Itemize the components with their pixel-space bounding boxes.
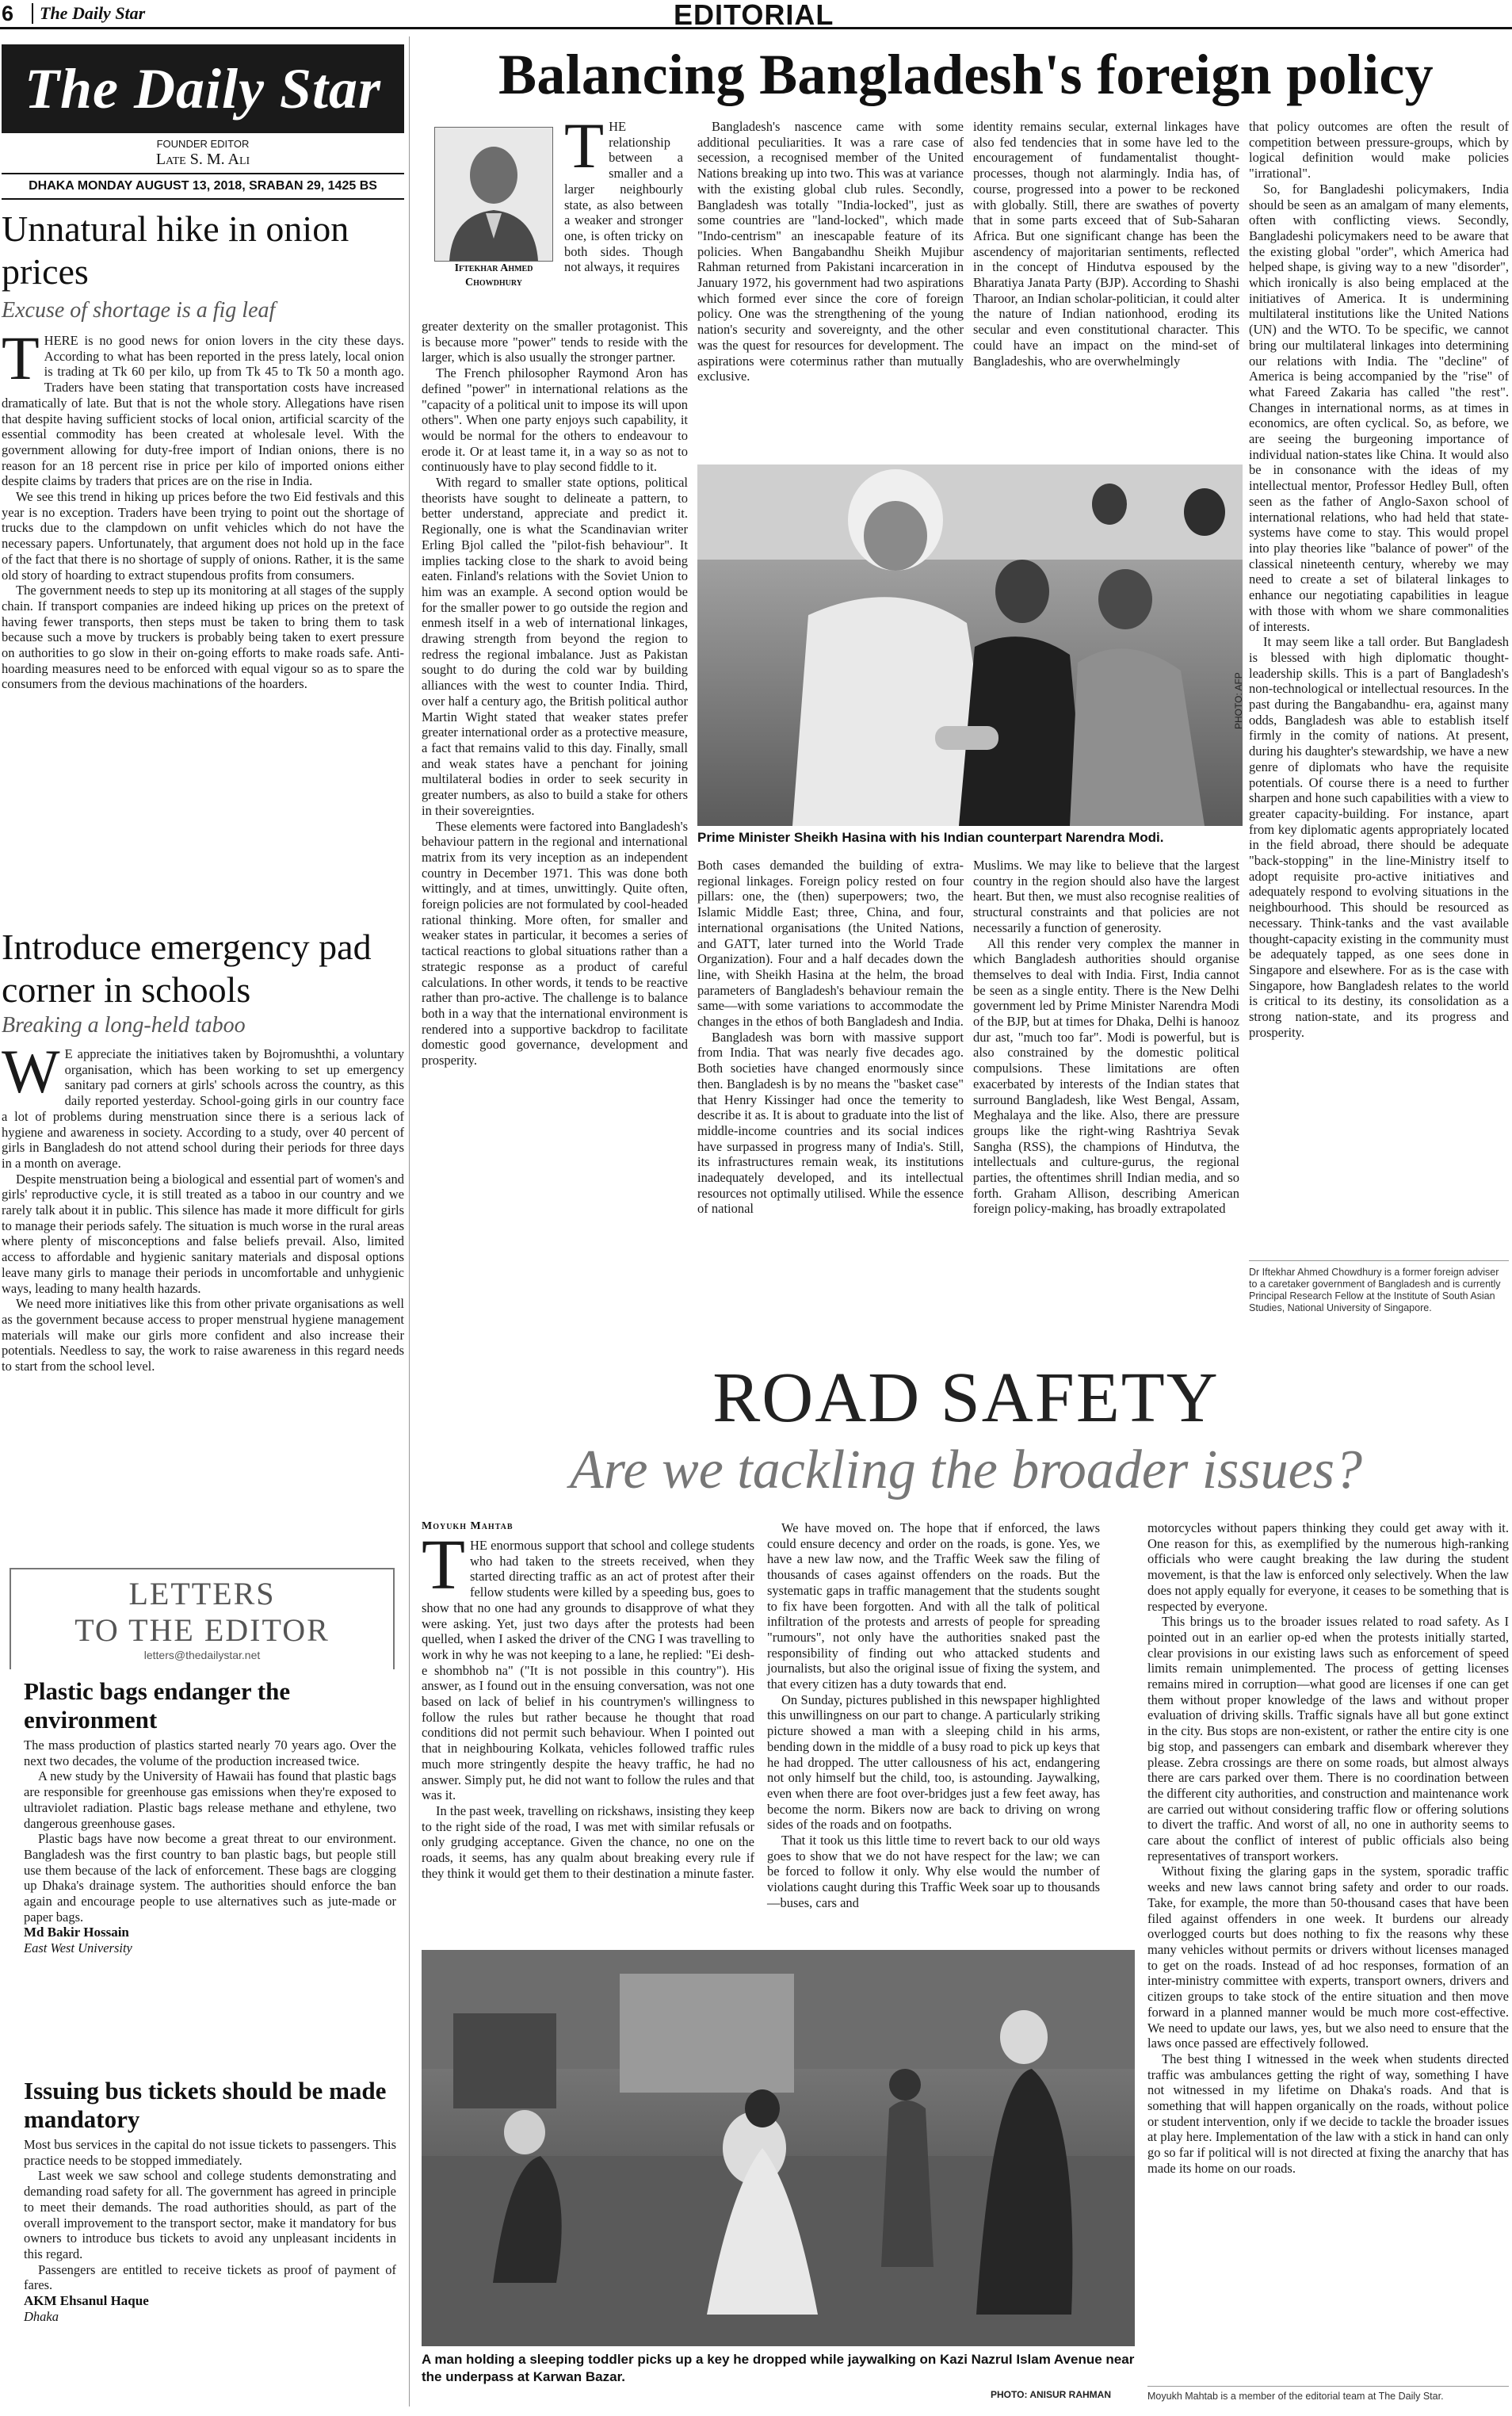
paragraph: Muslims. We may like to believe that the largest country in the region should also have the largest heart. But then, we must also recognise realities of structural constraints and that policies are not necessarily a function of generosity. — [973, 858, 1239, 935]
paragraph: motorcycles without papers thinking they could get away with it. One reason for this, as exemplified by the numerous high-ranking officials who were caught breaking the law during the student movement, is that the law is enforced only selectively. When the law does not apply equally for everyone, it ceases to be something that is respected by everyone. — [1147, 1520, 1509, 1614]
paragraph: that policy outcomes are often the result of competition between pressure-groups, which by logical definition would make policies "irrational". — [1249, 119, 1509, 182]
photo-jaywalking-image — [422, 1950, 1135, 2346]
paragraph: With regard to smaller state options, political theorists have sought to delineate a pattern, to better understand, appreciate and predict it. Regionally, one is what the Scandinavian writer Erling Bjol called the "pilot-fish behaviour". It implies tacking close to the shark to avoid being eaten. Finland's relations with the Soviet Union to him was an example. A second option would be for the smaller power to go outside the region and enmesh itself in a web of international linkages, drawing strength from beyond the region to redress the regional imbalance. Just as Pakistan sought to do during the cold war by building alliances with the west to counter India. Third, over half a century ago, the British political author Martin Wight stated that weaker states prefer greater international order as a protective measure, a fact that remains valid to this day. Finally, small and weak states have a penchant for joining multilateral bodies in order to seek security in greater numbers, as also to build a stake for others in their sovereignties. — [422, 475, 688, 818]
main-column-2-bottom — [697, 858, 964, 1217]
author-bio: Dr Iftekhar Ahmed Chowdhury is a former foreign adviser to a caretaker government of Bangladesh and is currently Principal Research Fellow at the Institute of South Asian Studies, National University of Singapore. — [1249, 1267, 1501, 1313]
main-column-1 — [422, 319, 688, 1068]
editorial-onion-body — [2, 323, 404, 692]
photo-jaywalking — [422, 1950, 1135, 2346]
editorial-onion-subhead: Excuse of shortage is a fig leaf — [2, 298, 276, 323]
paragraph: Plastic bags have now become a great threat to our environment. Bangladesh was the first country to ban plastic bags, but people still use them because of the lack of enforcement. These bags are clogging up Dhaka's drainage system. The authorities should enforce the ban again and encourage people to use alternatives such as jute-made or paper bags. — [24, 1831, 396, 1925]
paragraph: This brings us to the broader issues related to road safety. As I pointed out in an earlier op-ed when the protests initially started, clear provisions in our existing laws such as enforcement of speed limits remain unimplemented. The process of getting licenses remains mired in corruption—what good are licenses if one can get them without proper knowledge of the laws and without proper evaluation of driving skills. Traffic signals have all but gone extinct in the city. Bus stops are non-existent, or rather the entire city is one big stop, and passengers can embark and disembark wherever they please. Zebra crossings are there on some roads, but almost always there are cars parked over them. There is no coordination between the different city authorities, and construction and maintenance work are carried out without considering traffic flow or offering solutions to divert the traffic. And worst of all, no one in authority seems to care about the conflict of interest of public officials also being representatives of transport workers. — [1147, 1614, 1509, 1864]
paragraph: Bangladesh was born with massive support from India. That was nearly five decades ago. Both societies have changed enormously since then. Bangladesh is by no means the "basket case" that Henry Kissinger had once the temerity to describe it as. It is about to graduate into the list of middle-income countries and its social indices have surpassed in progress many of India's. Still, its infrastructures remain weak, its institutions inadequately developed, and its intellectual resources not optimally utilised. While the essence of national — [697, 1029, 964, 1217]
editorial-pads-subhead: Breaking a long-held taboo — [2, 1013, 246, 1038]
editorial-pads — [2, 926, 404, 1374]
paragraph: We have moved on. The hope that if enforced, the laws could ensure decency and order on the roads, is gone. Yes, we have a new law now, and the Traffic Week saw the filing of thousands of cases against offenders on the roads. But the systematic gaps in traffic management that the students sought to fix have been forgotten. And with all the talk of political infiltration of the protests and arrests of people for spreading "rumours", not only have the authorities snaked past the responsibility of finding out who attacked students and journalists, but also the original issue of fixing the system, and that every citizen has a duty towards that end. — [767, 1520, 1100, 1692]
letter-affiliation: Dhaka — [24, 2309, 59, 2325]
editorial-onion — [2, 208, 404, 692]
main-column-3-bottom — [973, 858, 1239, 1217]
paragraph: So, for Bangladeshi policymakers, India should be seen as an amalgam of many elements, often with conflicting views. Secondly, Bangladeshi policymakers need to be aware that the existing global "order", which America had helped shape, is giving way to a new "disorder", which ironically is also being emplaced at the initiatives of America. It is undermining multilateral institutions like the United Nations (UN) and the WTO. To be specific, we cannot bring our multilateral linkages into determining our relations with India. The "decline" of America is being accompanied by the "rise" of what Fareed Zakaria has called "the rest". Changes in international norms, as at times in economics, are often cyclical. So, as before, we are seeing the burgeoning importance of individual nation-states like China. It would also be in consonance with the ideas of my intellectual mentor, Professor Hedley Bull, often seen as the father of Anglo-Saxon school of international relations, who had held that state-systems have come to stay. This would propel into play theories like "balance of power" of the classical nineteenth century, whereby we may need to create a set of bilateral linkages to enhance our negotiating capabilities in league with those with whom we share commonalities of interests. — [1249, 181, 1509, 634]
editorial-onion-headline: Unnatural hike in onion prices — [2, 208, 349, 292]
author-portrait-icon — [435, 128, 552, 261]
photo-credit-anisur: PHOTO: ANISUR RAHMAN — [991, 2389, 1111, 2400]
dropcap: T — [422, 1526, 465, 1604]
founder-label: FOUNDER EDITOR — [156, 138, 250, 150]
letter-signature: Md Bakir Hossain — [24, 1925, 129, 1940]
paragraph: On Sunday, pictures published in this newspaper highlighted this unwillingness on our part to change. A particularly striking picture showed a man with a sleeping child in his arms, bending down in the middle of a busy road to pick up keys that he had dropped. The utter callousness of his act, endangering not only himself but the child, too, is astounding. Jaywalking, even when there are foot over-bridges just a few feet away, has become the norm. Bikers now are back to driving on wrong sides of the roads and on footpaths. — [767, 1692, 1100, 1833]
paragraph: We see this trend in hiking up prices before the two Eid festivals and this year is no exception. Traders have been trying to point out the shortage of trucks due to the clampdown on unfit vehicles which do not have the necessary papers. Unfortunately, that argument does not hold up in the face of the fact that there is no shortage of supply of onions. Rather, it is the same old story of hoarding to extract stupendous profits from consumers. — [2, 489, 404, 583]
dropcap: T — [564, 109, 605, 182]
author-caption — [434, 262, 553, 290]
road-column-3 — [1147, 1520, 1509, 2177]
main-column-4 — [1249, 119, 1509, 1040]
paragraph: E appreciate the initiatives taken by Bojromushthi, a voluntary organisation, which has been working to set up emergency sanitary pad corners at girls' schools across the country, as this daily reported yesterday. School-going girls in our country face a lot of problems during menstruation since there is a serious lack of hygiene and awareness in society. According to a study, over 40 percent of girls in Bangladesh do not attend school during their periods for three days in a month on average. — [2, 1046, 404, 1171]
paragraph: A new study by the University of Hawaii has found that plastic bags are responsible for greenhouse gas emissions when they're exposed to ultraviolet radiation. Plastic bags release methane and ethylene, two dangerous greenhouse gases. — [24, 1768, 396, 1831]
letter-bus — [24, 2077, 396, 2325]
paragraph: HE enormous support that school and college students who had taken to the streets received, when they started directing traffic as an act of protest after their fellow students were killed by a speeding bus, goes to show that no one had any grounds to disapprove of what they were asking. Yet, just two days after the protests had been quelled, when I asked the driver of the CNG I was travelling to work in why he was not keeping to a lane, he replied: "Ei desh-e shombhob na" ("It is not possible in this country"). His answer, as I found out in the ensuing conversation, was not one based on lack of belief in his countrymen's willingness to follow the rules but rather because he thought that road conditions did not permit such behaviour. When I pointed out that in neighbouring Kolkata, vehicles followed traffic rules much more stringently despite the heavy traffic, he had no answer. Simply put, he did not want to follow the rules and that was it. — [422, 1538, 754, 1803]
editorial-pads-headline: Introduce emergency pad corner in schools — [2, 927, 372, 1010]
road-safety-title: ROAD SAFETY — [712, 1359, 1220, 1437]
letter-affiliation: East West University — [24, 1940, 132, 1956]
letter-signature: AKM Ehsanul Haque — [24, 2293, 149, 2309]
letter-body — [24, 2137, 396, 2293]
masthead-title: The Daily Star — [24, 56, 381, 120]
main-intro — [564, 109, 683, 275]
letter-headline: Plastic bags endanger the environment — [24, 1677, 291, 1734]
paragraph: It may seem like a tall order. But Bangladesh is blessed with high diplomatic thought-leadership skills. This is a part of Bangladesh's non-technological or intellectual resources. In the past during the Bangabandhu- era, against many odds, Bangladesh was able to establish itself firmly in the comity of nations. At present, during his daughter's stewardship, we have a new genre of diplomats who have the requisite potentials. Of course there is a need to further sharpen and hone such capabilities with a view to greater capacity-building. For instance, apart from key diplomatic agents appropriately located in the field abroad, there should be adequate "back-stopping" in the line-Ministry itself to adopt requisite pro-active initiatives and adequately respond to evolving situations in the neighbourhood. This should be resourced as necessary. Think-tanks and the vast available thought-capacity existing in the community must be adequately tapped, as one sees done in Singapore and elsewhere. For as is the case with Singapore, how Bangladesh relates to the world is critical to its destiny, its consolidation as a strong nation-state, and its progress and prosperity. — [1249, 634, 1509, 1040]
paragraph: HE relationship between a smaller and a larger neighbourly state, as also between a weaker and stronger one, is often tricky on both sides. Though not always, it requires — [564, 119, 683, 275]
paragraph: The French philosopher Raymond Aron has defined "power" in international relations as the "capacity of a political unit to impose its will upon others". When one party enjoys such capability, it would be normal for the others to endeavour to erode it. Or at least tame it, in a way so as not to continuously have to play second fiddle to it. — [422, 365, 688, 475]
masthead-logo — [2, 44, 404, 133]
section-label: EDITORIAL — [674, 0, 834, 31]
road-column-2 — [767, 1520, 1100, 1911]
photo-caption-jaywalking: A man holding a sleeping toddler picks up a key he dropped while jaywalking on Kazi Nazrul Islam Avenue near the underpass at Karwan Bazar. — [422, 2352, 1135, 2384]
letters-title-line2: TO THE EDITOR — [74, 1612, 330, 1648]
paragraph: Bangladesh's nascence came with some additional peculiarities. It was a rare case of secession, a recognised member of the United Nations breaking up into two. This was at variance with the existing global club rules. Secondly, Bangladesh was totally "India-locked", just as some countries are "land-locked", which made "Indo-centrism" an inescapable feature of its policies. When Bangabandhu Sheikh Mujibur Rahman returned from Pakistani incarceration in January 1972, his government had two aspirations which formed ever since the core of foreign policy. One was the strengthening of the young nation's security and sovereignty, and the other was the quest for resources for development. The aspirations were coterminus rather than mutually exclusive. — [697, 119, 964, 384]
letter-plastic — [24, 1677, 396, 1956]
author-name-line2: Chowdhury — [465, 277, 522, 289]
main-column-3-top — [973, 119, 1239, 369]
top-masthead: The Daily Star — [32, 3, 145, 24]
letters-title-line1: LETTERS — [128, 1576, 276, 1611]
letters-email[interactable]: letters@thedailystar.net — [143, 1649, 261, 1661]
photo-credit-afp: PHOTO: AFP — [1233, 672, 1244, 729]
paragraph: Both cases demanded the building of extra-regional linkages. Foreign policy rested on four pillars: one, the (then) superpowers; two, the Islamic Middle East; three, China, and four, international organisations (the United Nations, and GATT, later turned into the World Trade Organization). Four and a half decades down the line, with Sheikh Hasina at the helm, the broad parameters of Bangladesh's behaviour remain the same—with some variations to accommodate the changes in the ethos of both Bangladesh and India. — [697, 858, 964, 1030]
photo-hasina-modi-image — [697, 464, 1243, 826]
paragraph: All this render very complex the manner in which Bangladesh authorities should organise themselves to deal with India. First, India cannot be seen as a single entity. There is the New Delhi government led by Prime Minister Narendra Modi of the BJP, but at times for Dhaka, Delhi is hanooz dur ast, "much too far". Modi is powerful, but is also constrained by the domestic political compulsions. These limitations are often exacerbated by interests of the Indian states that surround Bangladesh, like West Bengal, Assam, Meghalaya and the like. Also, there are pressure groups like the right-wing Rashtriya Sevak Sangha (RSS), the champions of Hindutva, the intellectuals and culture-gurus, the regional parties, the oftentimes shrill Indian media, and so forth. Graham Allison, describing American foreign policy-making, has broadly extrapolated — [973, 935, 1239, 1217]
main-column-2-top — [697, 119, 964, 384]
paragraph: Without fixing the glaring gaps in the system, sporadic traffic weeks and new laws cannot bring safety and order to our roads. Take, for example, the more than 50-thousand cases that have been filed against offenders in one week. It burdens our already overlogged courts but does nothing to fix the reasons why these many vehicles without permits or drivers without licenses managed to get on the roads. Instead of ad hoc responses, formation of an inter-ministry committee with experts, transport owners, drivers and citizen groups to take stock of the entire situation and then move forward in a planned manner would be much more cost-effective. We need to update our laws, yes, but we also need to ensure that the laws once passed are effectively followed. — [1147, 1864, 1509, 2051]
founder-name: Late S. M. Ali — [155, 151, 250, 168]
paragraph: These elements were factored into Bangladesh's behaviour pattern in the regional and international matrix from its very inception as an independent country in December 1971. This was done both wittingly, and at times, unwittingly. Quite often, foreign policies are not formulated by cool-headed rational thinking. More often, for smaller and weaker states in particular, it becomes a series of tactical reactions to global situations rather than a strategic response as a product of careful calculations. In other words, it tends to be reactive rather than pro-active. The challenge is to balance both in a way that the international environment is rendered into a supportive backdrop to facilitate domestic good governance, development and prosperity. — [422, 818, 688, 1068]
paragraph: The best thing I witnessed in the week when students directed traffic was ambulances getting the right of way, something I have not witnessed in my lifetime on Dhaka's roads. And that is something that will happen organically on the roads, without police or student intervention, only if we decide to tackle the broader issues at play here. Implementation of the law with a stick in hand can only go so far if political will is not directed at fixing the anarchy that has made its home on our roads. — [1147, 2051, 1509, 2176]
dropcap: T — [2, 323, 40, 392]
letter-headline: Issuing bus tickets should be made mandatory — [24, 2077, 387, 2133]
letter-body — [24, 1737, 396, 1925]
paragraph: In the past week, travelling on rickshaws, insisting they keep to the right side of the road, I was met with similar refusals or only grudging acceptance. Given the chance, no one on the roads, it seems, has any qualm about breaking every rule if they think it would get them to their destination a minute faster. — [422, 1802, 754, 1881]
road-byline: Moyukh Mahtab — [422, 1520, 514, 1532]
paragraph: The mass production of plastics started nearly 70 years ago. Over the next two decades, the volume of the production increased twice. — [24, 1737, 396, 1768]
paragraph: Despite menstruation being a biological and essential part of women's and girls' reproductive cycle, it is still treated as a taboo in our country and we rarely talk about it in public. This silence has made it more difficult for girls to manage their periods safely. The situation is much worse in the rural areas where plenty of misconceptions and false beliefs prevail. Also, limited access to affordable and hygienic sanitary materials and disposal options leave many girls to manage their periods in uncomfortable and unhygienic ways, leading to many health hazards. — [2, 1171, 404, 1296]
paragraph: That it took us this little time to revert back to our old ways goes to show that we do not have respect for the law; we can be forced to follow it only. Why else would the number of violations caught during this Traffic Week soar up to thousands—buses, cars and — [767, 1833, 1100, 1910]
paragraph: Last week we saw school and college students demonstrating and demanding road safety for all. The government has agreed in principle to meet their demands. The road authorities should, as part of the overall improvement to the transport sector, make it mandatory for bus owners to introduce bus tickets to avoid any unpleasant incidents in this regard. — [24, 2168, 396, 2261]
bio-rule — [1249, 1260, 1509, 1261]
dropcap: W — [2, 1037, 60, 1106]
photo-caption-hasina-modi: Prime Minister Sheikh Hasina with his Indian counterpart Narendra Modi. — [697, 830, 1164, 845]
letters-title — [10, 1576, 395, 1649]
paragraph: identity remains secular, external linkages have also fed tendencies that in some have led to the encouragement of fundamentalist thought-processes, though not alarmingly. India has, of course, progressed into a power to be reckoned with globally. Still, there are swathes of poverty that in some parts exceed that of Sub-Saharan Africa. But one significant change has been the ascendency of majoritarian sentiments, reflected in the concept of Hindutva espoused by the Bharatiya Janata Party (BJP). According to Shashi Tharoor, an Indian scholar-politician, it could alter the nature of Indian nationhood, eroding its secular and even constitutional character. This could have an impact on the mind-set of Bangladeshis, who are overwhelmingly — [973, 119, 1239, 369]
paragraph: greater dexterity on the smaller protagonist. This is because more "power" tends to reside with the larger, which is also usually the stronger partner. — [422, 319, 688, 365]
dateline: DHAKA MONDAY AUGUST 13, 2018, SRABAN 29, 1425 BS — [2, 173, 404, 200]
paragraph: Passengers are entitled to receive tickets as proof of payment of fares. — [24, 2261, 396, 2293]
main-headline: Balancing Bangladesh's foreign policy — [498, 43, 1434, 106]
paragraph: Most bus services in the capital do not issue tickets to passengers. This practice needs to be stopped immediately. — [24, 2137, 396, 2168]
paragraph: The government needs to step up its monitoring at all stages of the supply chain. If transport companies are indeed hiking up prices on the pretext of having fewer transports, then steps must be taken to bring them to task because such a move by truckers is probably being taken to exert pressure on authorities to go slow in their on-going efforts to make roads safe. Anti-hoarding measures need to be enforced with equal vigour so as to spare the consumers from the devious machinations of the hoarders. — [2, 583, 404, 692]
author-photo — [434, 127, 553, 262]
road-bio-rule — [1147, 2386, 1509, 2387]
column-divider — [409, 36, 410, 2406]
author-name-line1: Iftekhar Ahmed — [454, 262, 533, 274]
paragraph: HERE is no good news for onion lovers in the city these days. According to what has been reported in the press lately, local onion is trading at Tk 60 per kilo, up from Tk 45 to Tk 50 a month ago. Traders have been stating that transportation costs have increased dramatically of late. But that is not the whole story. Allegations have risen that despite having sufficient stocks of local onion, artificial scarcity of the essential commodity has been created at wholesale level. With the government allowing for duty-free import of Indian onions, there is no reason for an 18 percent rise in price per kilo of imported onions either despite claims by traders that prices are on the rise in India. — [2, 333, 404, 489]
page-number: 6 — [2, 2, 14, 25]
road-safety-subtitle: Are we tackling the broader issues? — [570, 1439, 1362, 1500]
photo-hasina-modi — [697, 464, 1243, 826]
road-author-bio: Moyukh Mahtab is a member of the editorial team at The Daily Star. — [1147, 2391, 1444, 2402]
editorial-pads-body — [2, 1037, 404, 1374]
paragraph: We need more initiatives like this from other private organisations as well as the government because access to proper menstrual hygiene management materials will make our girls more confident and also increase their potentials. Needless to say, the work to raise awareness in this regard needs to start from the school level. — [2, 1296, 404, 1374]
